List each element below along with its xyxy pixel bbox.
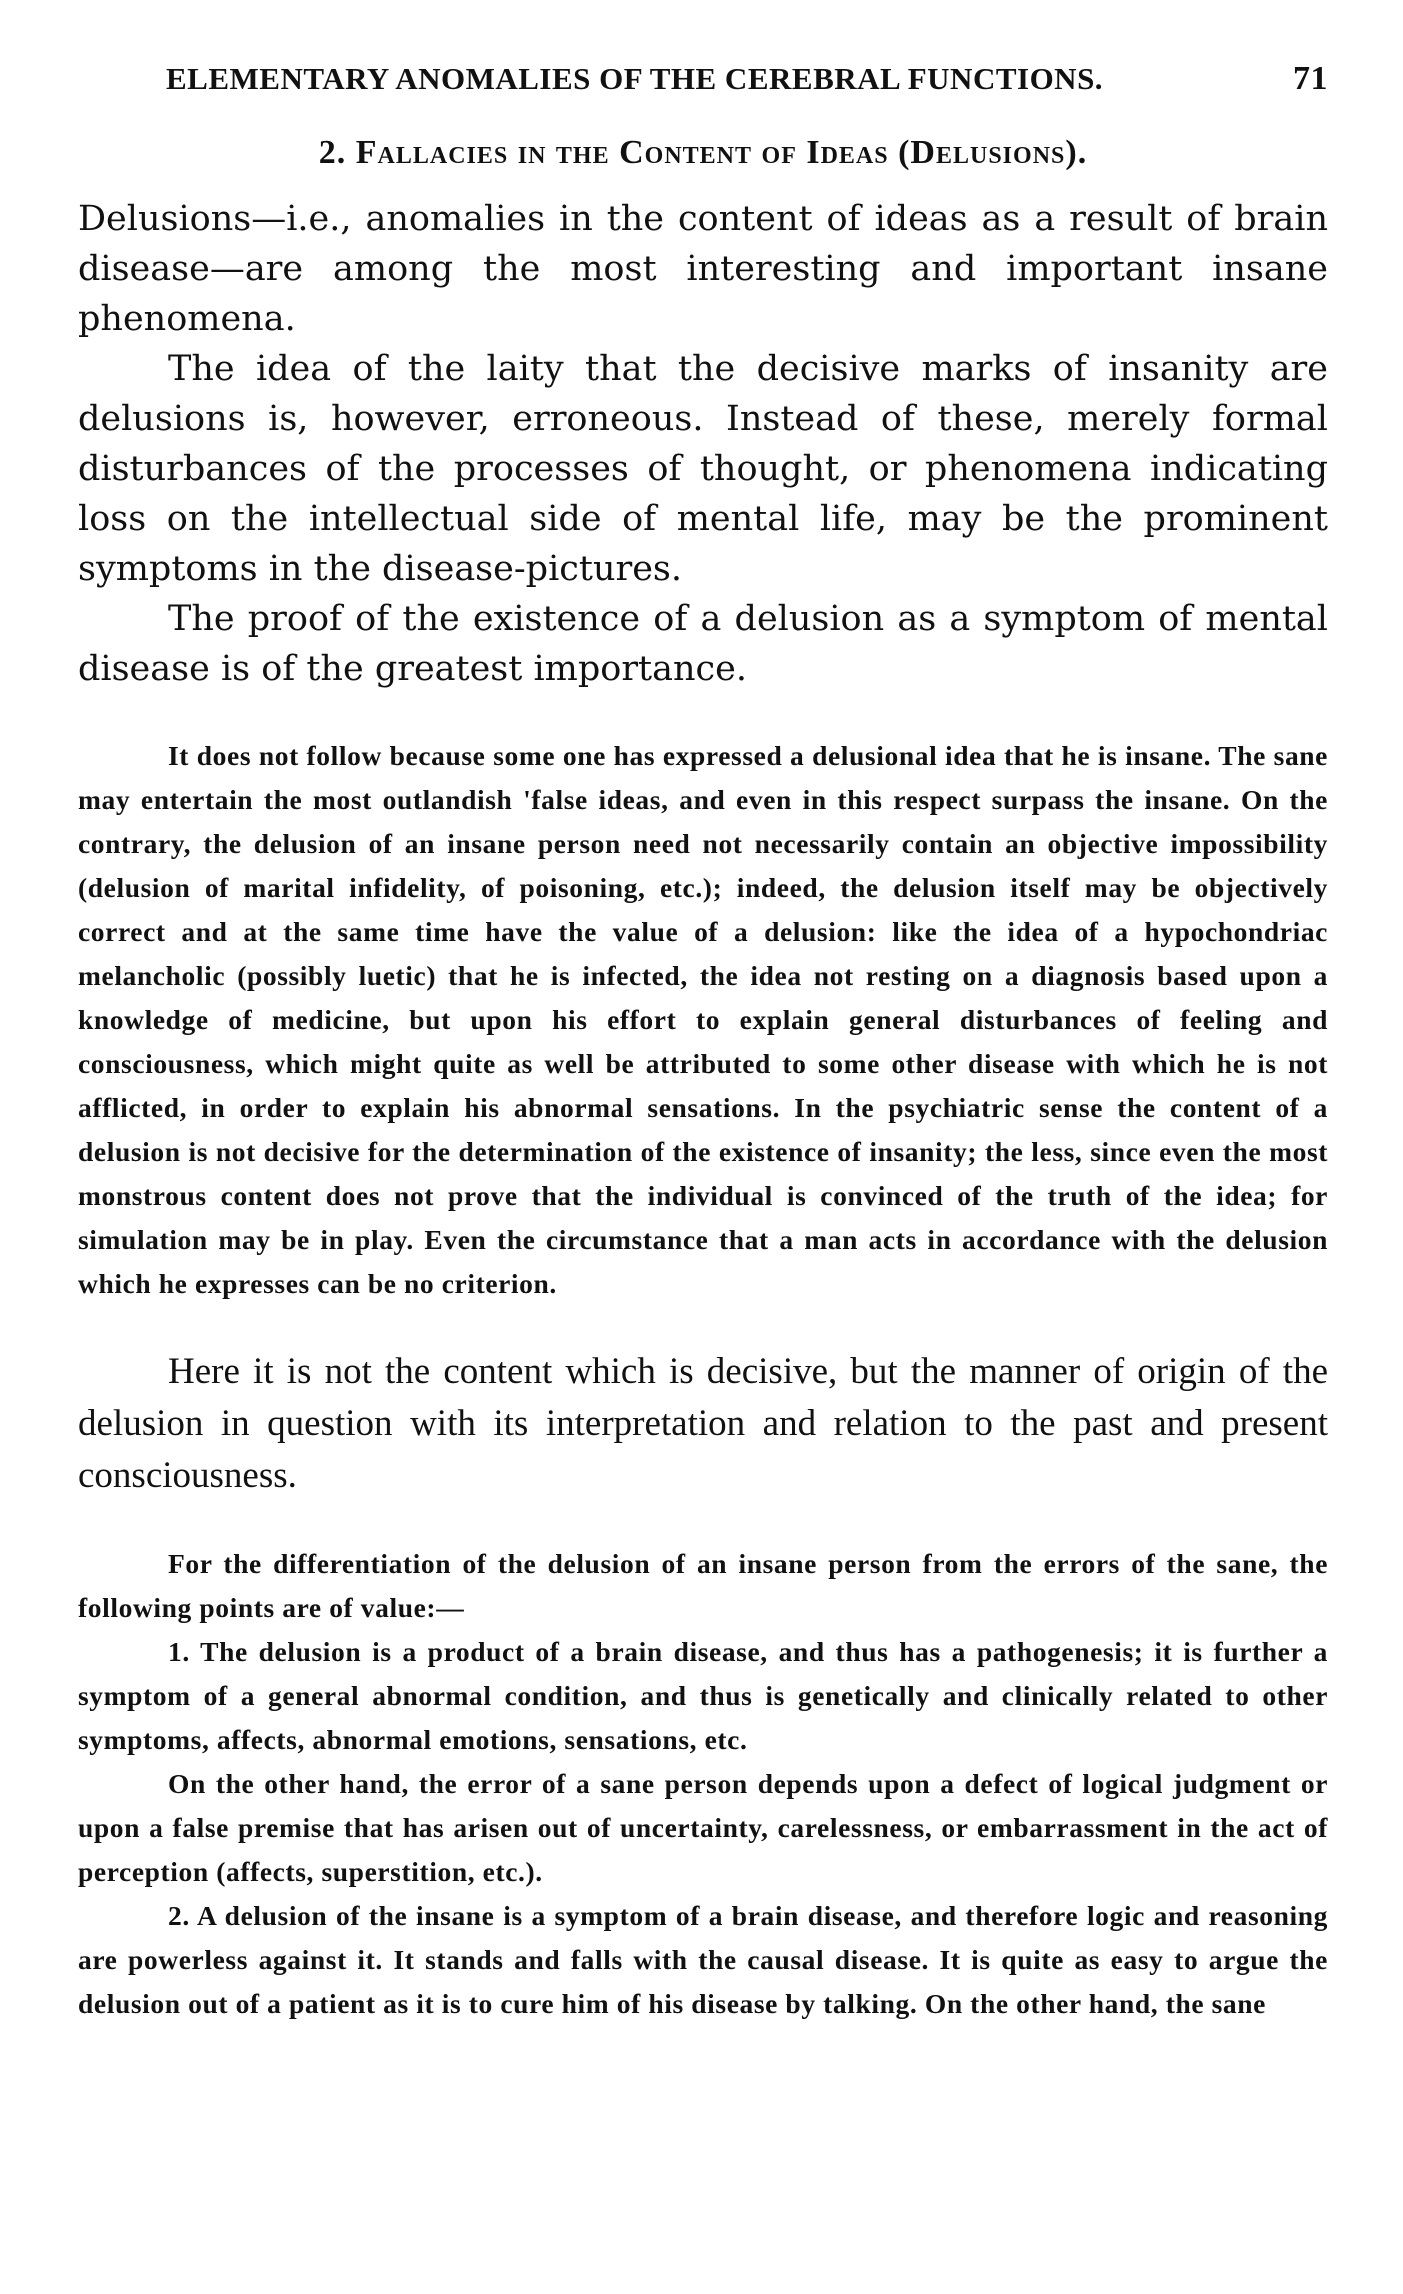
paragraph: Here it is not the content which is decisive, but the manner of origin of the delusion in question with its interpretation and relation to the past and present consciousness. (78, 1351, 1328, 1496)
running-head (166, 60, 1328, 98)
body-mid (78, 1346, 1328, 1502)
section-title-paren: (Delusions). (898, 134, 1088, 171)
section-heading (78, 134, 1328, 172)
section-number: 2. (318, 134, 347, 171)
small-paragraph: 2. A delusion of the insane is a symptom of a brain disease, and therefore logic and reasoning are powerless against it. It stands and falls with the causal disease. It is quite as easy to argue the delusion out of a patient as it is to cure him of his disease by talking. On the other hand, the sane (78, 1900, 1328, 2019)
paragraph: The idea of the laity that the decisive marks of insanity are delusions is, however, erroneous. Instead of these, merely formal disturbances of the processes of thought, or phenomena indicating loss on the intellectual side of mental life, may be the prominent symptoms in the disease-pictures. (78, 349, 1328, 589)
small-print-block-1 (78, 734, 1328, 1306)
body-top (78, 194, 1328, 694)
page-number: 71 (1293, 60, 1328, 97)
running-head-title: ELEMENTARY ANOMALIES OF THE CEREBRAL FUNCTIONS. (166, 61, 1104, 96)
small-paragraph: For the differentiation of the delusion of an insane person from the errors of the sane, the following points are of value:— (78, 1548, 1328, 1623)
paragraph: The proof of the existence of a delusion as a symptom of mental disease is of the greatest importance. (78, 599, 1328, 689)
small-paragraph: It does not follow because some one has expressed a delusional idea that he is insane. The sane may entertain the most outlandish 'false ideas, and even in this respect surpass the insane. On the contrary, the delusion of an insane person need not necessarily contain an objective impossibility (delusion of marital infidelity, of poisoning, etc.); indeed, the delusion itself may be objectively correct and at the same time have the value of a delusion: like the idea of a hypochondriac melancholic (possibly luetic) that he is infected, the idea not resting on a diagnosis based upon a knowledge of medicine, but upon his effort to explain general disturbances of feeling and consciousness, which might quite as well be attributed to some other disease with which he is not afflicted, in order to explain his abnormal sensations. In the psychiatric sense the content of a delusion is not decisive for the determination of the existence of insanity; the less, since even the most monstrous content does not prove that the individual is convinced of the truth of the idea; for simulation may be in play. Even the circumstance that a man acts in accordance with the delusion which he expresses can be no criterion. (78, 740, 1328, 1299)
page (78, 60, 1328, 2066)
small-paragraph: 1. The delusion is a product of a brain disease, and thus has a pathogenesis; it is further a symptom of a general abnormal condition, and thus is genetically and clinically related to other symptoms, affects, abnormal emotions, sensations, etc. (78, 1636, 1328, 1755)
small-print-block-2 (78, 1542, 1328, 2026)
section-title: Fallacies in the Content of Ideas (355, 134, 889, 171)
paragraph: Delusions—i.e., anomalies in the content of ideas as a result of brain disease—are among the most interesting and important insane phenomena. (78, 199, 1328, 339)
small-paragraph: On the other hand, the error of a sane person depends upon a defect of logical judgment or upon a false premise that has arisen out of uncertainty, carelessness, or embarrassment in the act of perception (affects, superstition, etc.). (78, 1768, 1328, 1887)
